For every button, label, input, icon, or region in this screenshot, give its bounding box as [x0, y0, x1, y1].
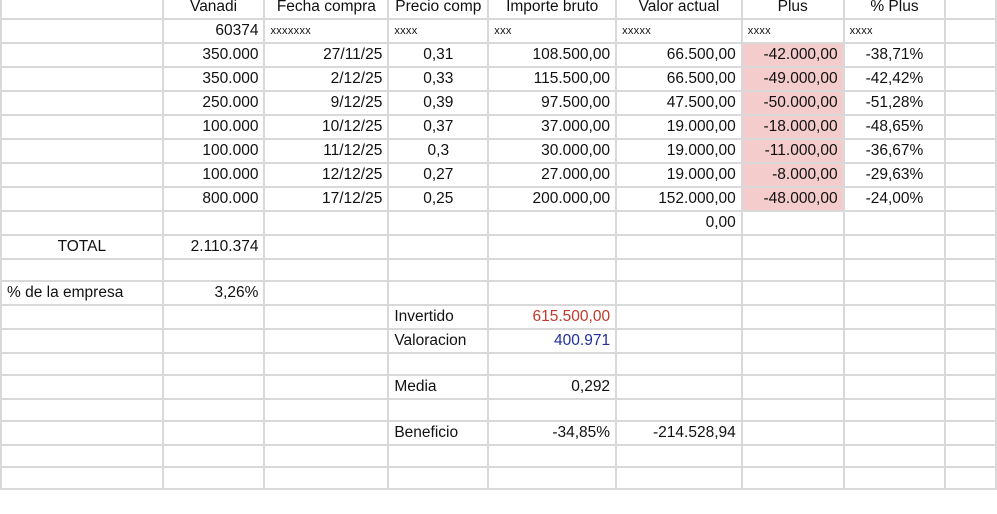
sheet-cell[interactable]: [945, 115, 996, 139]
sheet-cell[interactable]: 350.000: [163, 67, 265, 91]
sheet-cell[interactable]: [844, 467, 946, 489]
sheet-cell[interactable]: xxxx: [742, 19, 844, 43]
sheet-cell[interactable]: 0,39: [388, 91, 488, 115]
sheet-cell[interactable]: 108.500,00: [488, 43, 616, 67]
sheet-cell[interactable]: [163, 329, 265, 353]
sheet-cell[interactable]: [844, 421, 946, 445]
sheet-cell[interactable]: 100.000: [163, 163, 265, 187]
sheet-cell[interactable]: -51,28%: [844, 91, 946, 115]
sheet-cell[interactable]: [742, 329, 844, 353]
sheet-cell[interactable]: [264, 445, 388, 467]
sheet-cell[interactable]: -214.528,94: [616, 421, 742, 445]
sheet-cell[interactable]: [163, 467, 265, 489]
sheet-cell[interactable]: -11.000,00: [742, 139, 844, 163]
sheet-cell[interactable]: [1, 67, 163, 91]
sheet-cell[interactable]: 9/12/25: [264, 91, 388, 115]
sheet-cell[interactable]: [945, 281, 996, 305]
sheet-cell[interactable]: -42.000,00: [742, 43, 844, 67]
sheet-cell[interactable]: [1, 139, 163, 163]
sheet-cell[interactable]: [264, 421, 388, 445]
sheet-cell[interactable]: [742, 421, 844, 445]
sheet-cell[interactable]: -38,71%: [844, 43, 946, 67]
sheet-cell[interactable]: [945, 421, 996, 445]
sheet-cell[interactable]: [616, 259, 742, 281]
sheet-cell[interactable]: [945, 187, 996, 211]
sheet-cell[interactable]: 0,292: [488, 375, 616, 399]
sheet-cell[interactable]: [1, 91, 163, 115]
sheet-cell[interactable]: xxxx: [844, 19, 946, 43]
sheet-cell[interactable]: [264, 211, 388, 235]
sheet-cell[interactable]: 615.500,00: [488, 305, 616, 329]
sheet-cell[interactable]: [945, 91, 996, 115]
sheet-cell[interactable]: [945, 305, 996, 329]
sheet-cell[interactable]: [264, 281, 388, 305]
sheet-cell[interactable]: Valor actual: [616, 0, 742, 19]
sheet-cell[interactable]: [488, 399, 616, 421]
sheet-cell[interactable]: 100.000: [163, 139, 265, 163]
sheet-cell[interactable]: [388, 281, 488, 305]
sheet-cell[interactable]: Invertido: [388, 305, 488, 329]
sheet-cell[interactable]: -48,65%: [844, 115, 946, 139]
sheet-cell[interactable]: [163, 445, 265, 467]
sheet-row: [1, 163, 996, 187]
sheet-cell[interactable]: -24,00%: [844, 187, 946, 211]
sheet-cell[interactable]: 152.000,00: [616, 187, 742, 211]
sheet-cell[interactable]: [488, 211, 616, 235]
sheet-cell[interactable]: 200.000,00: [488, 187, 616, 211]
sheet-cell[interactable]: [945, 467, 996, 489]
sheet-cell[interactable]: -29,63%: [844, 163, 946, 187]
sheet-cell[interactable]: 10/12/25: [264, 115, 388, 139]
sheet-cell[interactable]: [1, 163, 163, 187]
sheet-cell[interactable]: [163, 259, 265, 281]
sheet-cell[interactable]: [1, 467, 163, 489]
sheet-row: [1, 139, 996, 163]
sheet-cell[interactable]: [1, 329, 163, 353]
sheet-cell[interactable]: [1, 211, 163, 235]
sheet-row: [1, 187, 996, 211]
sheet-cell[interactable]: [742, 305, 844, 329]
sheet-cell[interactable]: 350.000: [163, 43, 265, 67]
sheet-cell[interactable]: Media: [388, 375, 488, 399]
sheet-cell[interactable]: Vanadi: [163, 0, 265, 19]
sheet-cell[interactable]: -34,85%: [488, 421, 616, 445]
sheet-cell[interactable]: 27/11/25: [264, 43, 388, 67]
sheet-cell[interactable]: [488, 281, 616, 305]
sheet-cell[interactable]: xxxxx: [616, 19, 742, 43]
sheet-cell[interactable]: [945, 399, 996, 421]
sheet-cell[interactable]: [163, 375, 265, 399]
sheet-cell[interactable]: 250.000: [163, 91, 265, 115]
sheet-cell[interactable]: xxxx: [388, 19, 488, 43]
sheet-cell[interactable]: Valoracion: [388, 329, 488, 353]
sheet-cell[interactable]: 27.000,00: [488, 163, 616, 187]
sheet-cell[interactable]: [264, 259, 388, 281]
sheet-cell[interactable]: [742, 211, 844, 235]
sheet-cell[interactable]: [264, 375, 388, 399]
sheet-row: [1, 445, 996, 467]
sheet-cell[interactable]: [844, 211, 946, 235]
sheet-cell[interactable]: [264, 235, 388, 259]
sheet-cell[interactable]: 60374: [163, 19, 265, 43]
sheet-cell[interactable]: [844, 305, 946, 329]
sheet-row: [1, 399, 996, 421]
sheet-row: [1, 0, 996, 19]
sheet-row: [1, 421, 996, 445]
sheet-cell[interactable]: 12/12/25: [264, 163, 388, 187]
sheet-cell[interactable]: Beneficio: [388, 421, 488, 445]
sheet-cell[interactable]: -50.000,00: [742, 91, 844, 115]
sheet-cell[interactable]: [488, 445, 616, 467]
sheet-cell[interactable]: [945, 211, 996, 235]
sheet-cell[interactable]: [1, 0, 163, 19]
sheet-cell[interactable]: [1, 445, 163, 467]
sheet-cell[interactable]: [742, 281, 844, 305]
sheet-cell[interactable]: [264, 353, 388, 375]
sheet-cell[interactable]: xxxxxxx: [264, 19, 388, 43]
sheet-cell[interactable]: [945, 445, 996, 467]
sheet-cell[interactable]: 0,3: [388, 139, 488, 163]
sheet-cell[interactable]: [388, 259, 488, 281]
sheet-cell[interactable]: [844, 353, 946, 375]
sheet-cell[interactable]: [945, 259, 996, 281]
sheet-cell[interactable]: [945, 329, 996, 353]
sheet-cell[interactable]: [945, 375, 996, 399]
sheet-cell[interactable]: 115.500,00: [488, 67, 616, 91]
sheet-cell[interactable]: [163, 421, 265, 445]
sheet-cell[interactable]: [163, 399, 265, 421]
sheet-cell[interactable]: [1, 43, 163, 67]
sheet-cell[interactable]: Importe bruto: [488, 0, 616, 19]
sheet-cell[interactable]: 2/12/25: [264, 67, 388, 91]
sheet-row: [1, 353, 996, 375]
sheet-cell[interactable]: -8.000,00: [742, 163, 844, 187]
sheet-cell[interactable]: [945, 19, 996, 43]
sheet-cell[interactable]: [742, 375, 844, 399]
sheet-cell[interactable]: [1, 259, 163, 281]
sheet-cell[interactable]: [388, 353, 488, 375]
sheet-cell[interactable]: [844, 329, 946, 353]
sheet-cell[interactable]: -48.000,00: [742, 187, 844, 211]
sheet-cell[interactable]: 100.000: [163, 115, 265, 139]
sheet-cell[interactable]: 47.500,00: [616, 91, 742, 115]
sheet-cell[interactable]: [742, 467, 844, 489]
sheet-cell[interactable]: [844, 235, 946, 259]
sheet-cell[interactable]: [742, 353, 844, 375]
sheet-cell[interactable]: [945, 0, 996, 19]
sheet-cell[interactable]: [1, 305, 163, 329]
sheet-cell[interactable]: 2.110.374: [163, 235, 265, 259]
sheet-cell[interactable]: Precio comp: [388, 0, 488, 19]
sheet-cell[interactable]: [844, 445, 946, 467]
sheet-cell[interactable]: [844, 259, 946, 281]
sheet-cell[interactable]: 97.500,00: [488, 91, 616, 115]
sheet-cell[interactable]: [945, 67, 996, 91]
sheet-cell[interactable]: 800.000: [163, 187, 265, 211]
sheet-cell[interactable]: [388, 445, 488, 467]
sheet-cell[interactable]: [388, 211, 488, 235]
sheet-cell[interactable]: [488, 259, 616, 281]
sheet-cell[interactable]: 19.000,00: [616, 139, 742, 163]
sheet-cell[interactable]: -18.000,00: [742, 115, 844, 139]
sheet-cell[interactable]: 19.000,00: [616, 163, 742, 187]
sheet-cell[interactable]: [1, 421, 163, 445]
sheet-cell[interactable]: [945, 43, 996, 67]
sheet-row: [1, 259, 996, 281]
sheet-cell[interactable]: [1, 375, 163, 399]
sheet-row: [1, 375, 996, 399]
sheet-cell[interactable]: [844, 281, 946, 305]
sheet-cell[interactable]: -49.000,00: [742, 67, 844, 91]
sheet-row: [1, 67, 996, 91]
sheet-cell[interactable]: [616, 329, 742, 353]
sheet-cell[interactable]: [616, 235, 742, 259]
sheet-cell[interactable]: [388, 467, 488, 489]
sheet-cell[interactable]: -36,67%: [844, 139, 946, 163]
sheet-cell[interactable]: [264, 467, 388, 489]
sheet-cell[interactable]: [742, 235, 844, 259]
sheet-cell[interactable]: % Plus: [844, 0, 946, 19]
sheet-cell[interactable]: 0,00: [616, 211, 742, 235]
sheet-row: [1, 281, 996, 305]
sheet-cell[interactable]: [945, 353, 996, 375]
sheet-row: [1, 115, 996, 139]
sheet-cell[interactable]: [742, 445, 844, 467]
sheet-cell[interactable]: [264, 399, 388, 421]
sheet-cell[interactable]: 37.000,00: [488, 115, 616, 139]
sheet-cell[interactable]: Fecha compra: [264, 0, 388, 19]
sheet-cell[interactable]: [844, 375, 946, 399]
sheet-cell[interactable]: 11/12/25: [264, 139, 388, 163]
sheet-row: [1, 235, 996, 259]
sheet-cell[interactable]: 30.000,00: [488, 139, 616, 163]
sheet-cell[interactable]: [1, 115, 163, 139]
sheet-cell[interactable]: [616, 399, 742, 421]
sheet-cell[interactable]: [742, 399, 844, 421]
sheet-row: [1, 91, 996, 115]
sheet-cell[interactable]: [945, 235, 996, 259]
sheet-cell[interactable]: [945, 163, 996, 187]
sheet-cell[interactable]: [742, 259, 844, 281]
sheet-cell[interactable]: [616, 467, 742, 489]
sheet-cell[interactable]: 0,37: [388, 115, 488, 139]
sheet-row: [1, 467, 996, 489]
sheet-cell[interactable]: TOTAL: [1, 235, 163, 259]
sheet-row: [1, 305, 996, 329]
sheet-cell[interactable]: 0,31: [388, 43, 488, 67]
sheet-cell[interactable]: -42,42%: [844, 67, 946, 91]
sheet-cell[interactable]: [616, 305, 742, 329]
sheet-cell[interactable]: [616, 353, 742, 375]
sheet-cell[interactable]: 0,25: [388, 187, 488, 211]
sheet-cell[interactable]: [945, 139, 996, 163]
sheet-cell[interactable]: [1, 19, 163, 43]
sheet-cell[interactable]: [163, 353, 265, 375]
sheet-cell[interactable]: [488, 467, 616, 489]
sheet-cell[interactable]: Plus: [742, 0, 844, 19]
sheet-cell[interactable]: [844, 399, 946, 421]
sheet-cell[interactable]: xxx: [488, 19, 616, 43]
sheet-cell[interactable]: [488, 353, 616, 375]
sheet-row: [1, 19, 996, 43]
sheet-cell[interactable]: [488, 235, 616, 259]
sheet-cell[interactable]: [163, 211, 265, 235]
sheet-cell[interactable]: [388, 235, 488, 259]
sheet-cell[interactable]: [1, 187, 163, 211]
sheet-cell[interactable]: % de la empresa: [1, 281, 163, 305]
sheet-cell[interactable]: [1, 353, 163, 375]
sheet-cell[interactable]: 3,26%: [163, 281, 265, 305]
sheet-cell[interactable]: 0,33: [388, 67, 488, 91]
sheet-cell[interactable]: 19.000,00: [616, 115, 742, 139]
sheet-cell[interactable]: 17/12/25: [264, 187, 388, 211]
sheet-cell[interactable]: 66.500,00: [616, 67, 742, 91]
sheet-row: [1, 211, 996, 235]
sheet-cell[interactable]: 400.971: [488, 329, 616, 353]
sheet-row: [1, 43, 996, 67]
sheet-cell[interactable]: 66.500,00: [616, 43, 742, 67]
sheet-cell[interactable]: [163, 305, 265, 329]
sheet-cell[interactable]: 0,27: [388, 163, 488, 187]
sheet-cell[interactable]: [616, 445, 742, 467]
sheet-row: [1, 329, 996, 353]
sheet-cell[interactable]: [264, 329, 388, 353]
sheet-cell[interactable]: [616, 281, 742, 305]
sheet-cell[interactable]: [616, 375, 742, 399]
sheet-cell[interactable]: [388, 399, 488, 421]
sheet-cell[interactable]: [264, 305, 388, 329]
sheet-cell[interactable]: [1, 399, 163, 421]
